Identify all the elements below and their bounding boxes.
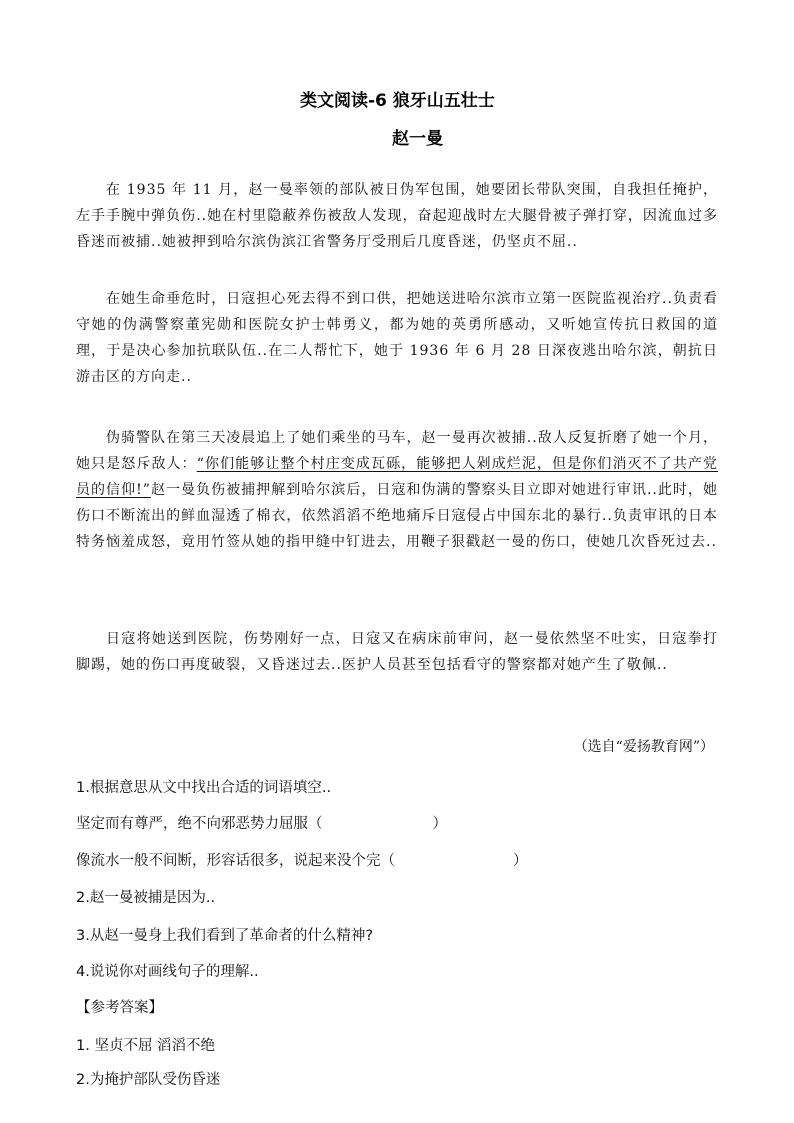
question-2: 2.赵一曼被捕是因为.. (76, 890, 216, 906)
paragraph-3 (76, 425, 718, 555)
paragraph-3-after: 赵一曼负伤被捕押解到哈尔滨后，日寇和伪满的警察头目立即对她进行审讯..此时，她伤口不断流出的鲜血湿透了棉衣，依然滔滔不绝地痛斥日寇侵占中国东北的暴行..负责审讯的日本特务恼羞成怒，竟用竹签从她的指甲缝中钉进去，用鞭子狠戳赵一曼的伤口，使她几次昏死过去.. (76, 482, 718, 550)
source-note: （选自“爱扬教育网”） (573, 739, 714, 755)
underlined-sentence: “你们能够让整个村庄变成瓦砾，能够把人剁成烂泥，但是你们消灭不了共产党员的信仰!” (76, 456, 719, 498)
question-1b-text: 像流水一般不间断，形容话很多，说起来没个完（ (76, 853, 395, 869)
paragraph-1: 在 1935 年 11 月，赵一曼率领的部队被日伪军包围，她要团长带队突围，自我担任掩护，左手手腕中弹负伤..她在村里隐蔽养伤被敌人发现，奋起迎战时左大腿骨被子弹打穿，因流血过多昏迷而被捕..她被押到哈尔滨伪滨江省警务厅受刑后几度昏迷，仍坚贞不屈.. (76, 182, 718, 250)
answer-1: 1. 坚贞不屈 滔滔不绝 (76, 1038, 216, 1054)
paragraph-2: 在她生命垂危时，日寇担心死去得不到口供，把她送进哈尔滨市立第一医院监视治疗..负责看守她的伪满警察董宪勋和医院女护士韩勇义，都为她的英勇所感动，又听她宣传抗日救国的道理，于是决心参加抗联队伍..在二人帮忙下，她于 1936 年 6 月 28 日深夜逃出哈尔滨，朝抗日游击区的方向走.. (76, 291, 718, 385)
paragraph-4: 日寇将她送到医院，伤势刚好一点，日寇又在病床前审问，赵一曼依然坚不吐实，日寇拳打脚踢，她的伤口再度破裂，又昏迷过去..医护人员甚至包括看守的警察都对她产生了敬佩.. (76, 631, 718, 673)
question-4: 4.说说你对画线句子的理解.. (76, 964, 259, 980)
question-1a (76, 812, 447, 833)
question-1b-close: ） (513, 853, 528, 869)
paragraph-3-before: 伪骑警队在第三天凌晨追上了她们乘坐的马车，赵一曼再次被捕..敌人反复折磨了她一个月，她只是怒斥敌人： (76, 430, 718, 472)
question-3: 3.从赵一曼身上我们看到了革命者的什么精神? (76, 928, 374, 944)
question-1a-text: 坚定而有尊严，绝不向邪恶势力屈服（ (76, 816, 323, 832)
question-1: 1.根据意思从文中找出合适的词语填空.. (76, 780, 332, 796)
question-1a-close: ） (432, 816, 447, 832)
document-title: 类文阅读-6 狼牙山五壮士 (300, 91, 495, 111)
answer-2: 2.为掩护部队受伤昏迷 (76, 1072, 221, 1088)
document-author: 赵一曼 (392, 129, 443, 149)
answers-heading: 【参考答案】 (76, 1000, 163, 1016)
question-1b (76, 849, 528, 870)
